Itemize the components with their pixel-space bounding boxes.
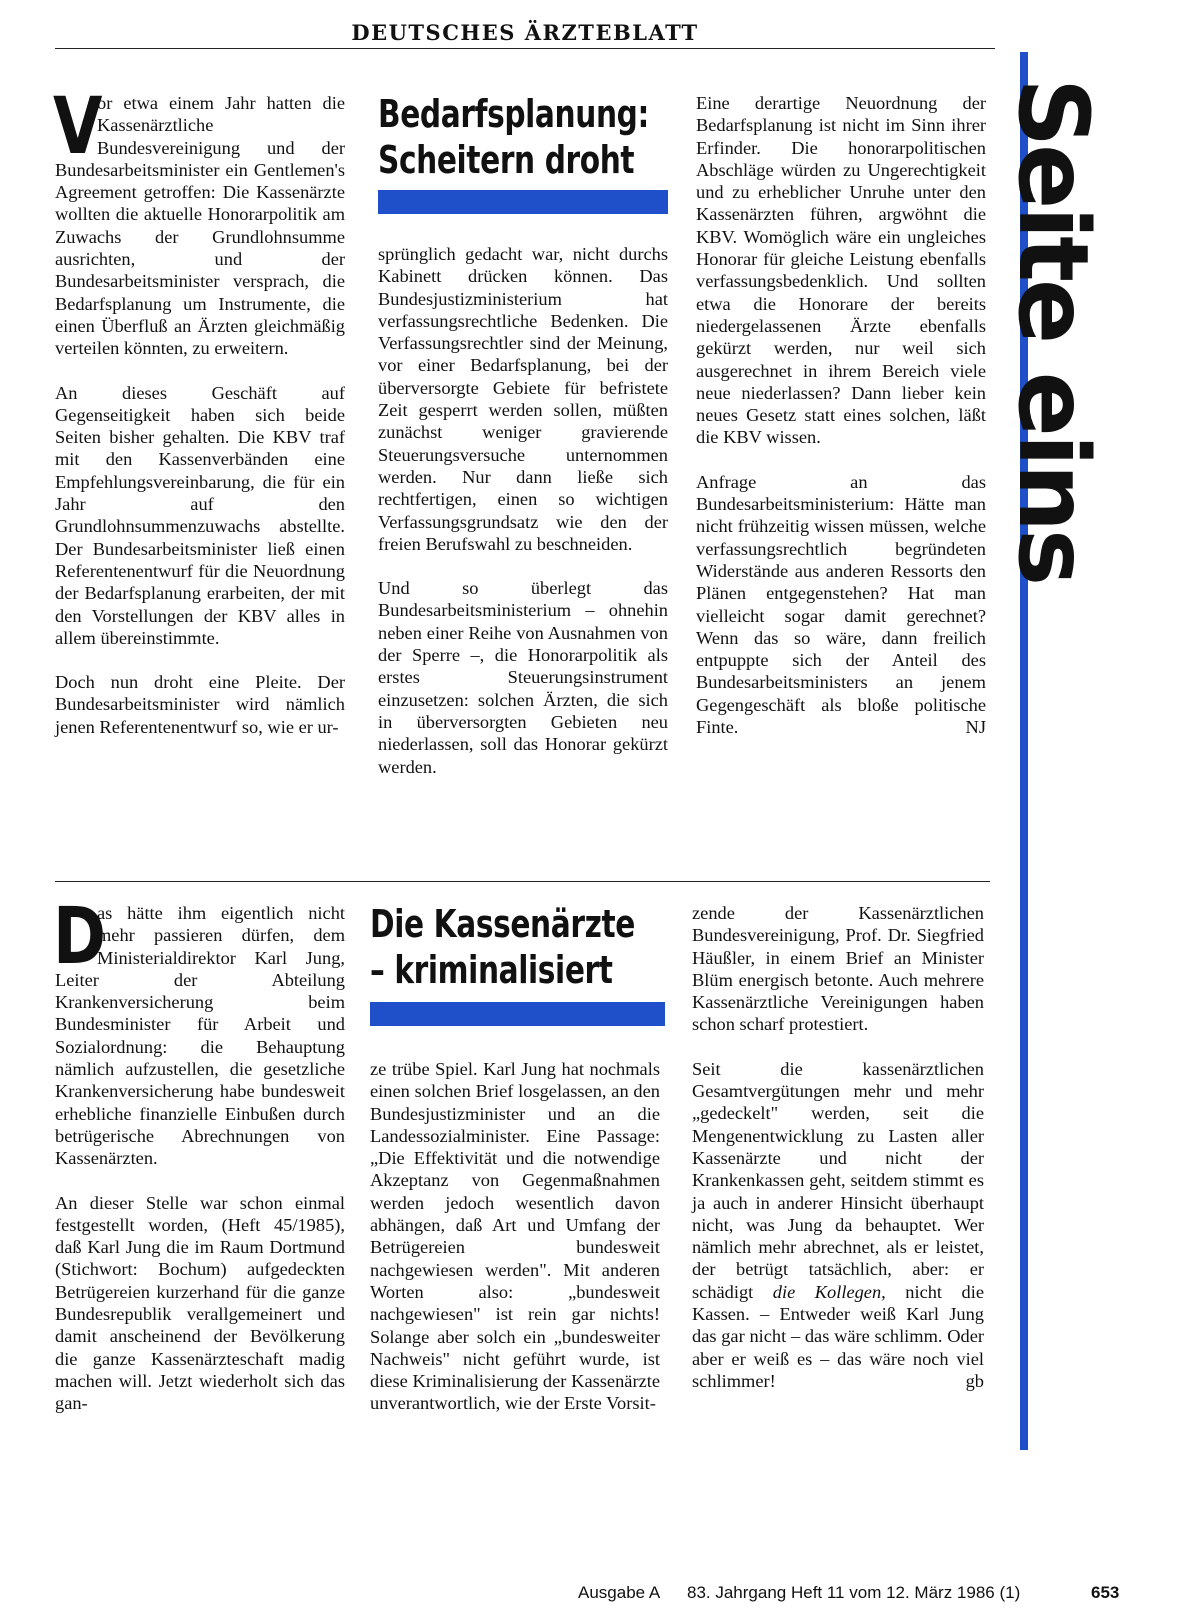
article2-col3-emphasis: die Kollegen,: [772, 1281, 886, 1302]
article2-col3-p2a: Seit die kassenärztlichen Gesamtvergütungen mehr und mehr „gedeckelt" werden, seit die Mengenentwicklung zu Lasten aller Kassenärzte und nicht der Krankenkassen geht, seitdem stimmt es ja auch in anderer Hinsicht überhaupt nicht, was Jung da behauptet. Wer nämlich mehr abrechnet, als er leistet, der betrügt tatsächlich, aber: er schädigt: [692, 1058, 984, 1302]
article1-column-1: [53, 82, 345, 738]
dropcap: D: [53, 892, 107, 982]
article1-col2-p1: sprünglich gedacht war, nicht durchs Kabinett drücken können. Das Bundesjustizministerium hat verfassungsrechtliche Bedenken. Die Verfassungsrechtler sind der Meinung, vor einer Bedarfsplanung, bei der überversorgte Gebiete für befristete Zeit gesperrt werden sollen, müßten zunächst weniger gravierende Steuerungsversuche unternommen werden. Nur dann ließe sich rechtfertigen, einen so wichtigen Verfassungsgrundsatz wie den der freien Berufswahl zu beschneiden.: [378, 244, 668, 554]
article2-col1-p1: as hätte ihm eigentlich nicht mehr passieren dürfen, dem Ministerialdirektor Karl Jung, Leiter der Abteilung Krankenversicherung beim Bundesminister für Arbeit und Sozialordnung: die Behauptung nämlich aufzustellen, die gesetzliche Krankenversicherung habe bundesweit erhebliche finanzielle Einbußen durch betrügerische Abrechnungen von Kassenärzten.: [55, 903, 345, 1169]
footer-issue: 83. Jahrgang Heft 11 vom 12. März 1986 (1): [687, 1583, 1021, 1602]
article1-col3-p1: Eine derartige Neuordnung der Bedarfsplanung ist nicht im Sinn ihrer Erfinder. Die honorarpolitischen Abschläge würden zu Ungerechtigkeit und zu erheblicher Unruhe unter den Kassenärzten führen, argwöhnt die KBV. Womöglich wäre ein ungleiches Honorar für gleiche Leistung ebenfalls verfassungsbedenklich. Und sollten etwa die Honorare der bereits niedergelassenen Ärzte ebenfalls gekürzt werden, nur weil sich ausgerechnet in ihrem Bereich viele neue niederlassen? Dann lieber kein neues Gesetz statt eines solchen, läßt die KBV wissen.: [696, 93, 986, 448]
article2-col2-p1: ze trübe Spiel. Karl Jung hat nochmals einen solchen Brief losgelassen, an den Bundesjustizminister und an die Landessozialminister. Eine Passage: „Die Effektivität und die notwendige Akzeptanz von Gegenmaßnahmen werden jedoch wesentlich davon abhängen, daß Art und Umfang der Betrügereien bundesweit nachgewiesen werden". Mit anderen Worten also: „bundesweit nachgewiesen" ist rein gar nichts! Solange aber solch ein „bundesweiter Nachweis" nicht geführt wurde, ist diese Kriminalisierung der Kassenärzte unverantwortlich, wie der Erste Vorsit-: [370, 1059, 660, 1414]
article2-col1-p2: An dieser Stelle war schon einmal festgestellt worden, (Heft 45/1985), daß Karl Jung die im Raum Dortmund (Stichwort: Bochum) aufgedeckten Betrügereien kurzerhand für die ganze Bundesrepublik verallgemeinert und damit anscheinend der Bevölkerung die ganze Kassenärzteschaft madig machen will. Jetzt wiederholt sich das gan-: [55, 1192, 345, 1414]
article1-col1-p1: or etwa einem Jahr hatten die Kassenärztliche Bundesvereinigung und der Bundesarbeitsminister ein Gentlemen's Agreement getroffen: Die Kassenärzte wollten die aktuelle Honorarpolitik am Zuwachs der Grundlohnsumme ausrichten, und der Bundesarbeitsminister versprach, die Bedarfsplanung um Instrumente, die einen Überfluß an Ärzten gleichmäßig verteilen könnten, zu erweitern.: [55, 93, 345, 359]
article2-column-3: [692, 902, 984, 1392]
article2-column-2: [370, 1058, 660, 1415]
article2-col3-p2b: nicht die Kassen. – Entweder weiß Karl Jung das gar nicht – das wäre schlimm. Oder aber er weiß es – das wäre noch viel schlimmer!: [692, 1281, 985, 1391]
masthead-rule: [55, 48, 995, 49]
article1-headline-line2: Scheitern droht: [378, 138, 635, 182]
article1-signature: NJ: [965, 717, 986, 738]
page-number: [1091, 1583, 1119, 1603]
article2-headline-line2: – kriminalisiert: [370, 948, 613, 992]
article1-col1-p2: An dieses Geschäft auf Gegenseitigkeit haben sich beide Seiten bisher gehalten. Die KBV traf mit den Kassenverbänden eine Empfehlungsvereinbarung, die für ein Jahr auf den Grundlohnsummenzuwachs abstellte. Der Bundesarbeitsminister ließ einen Referentenentwurf für die Neuordnung der Bedarfsplanung erarbeiten, der mit den Vorstellungen der KBV alles in allem übereinstimmte.: [55, 382, 345, 648]
article2-col3-p1: zende der Kassenärztlichen Bundesvereinigung, Prof. Dr. Siegfried Häußler, in einem Brief an Minister Blüm energisch betonte. Auch mehrere Kassenärztliche Vereinigungen haben schon scharf protestiert.: [692, 903, 984, 1035]
article1-col3-p2-text: Anfrage an das Bundesarbeitsministerium: Hätte man nicht frühzeitig wissen müssen, welche verfassungsrechtlich begründeten Widerstände aus anderen Ressorts den Plänen entgegenstehen? Hat man vielleicht sogar damit gerechnet? Wenn das so wäre, dann freilich entpuppte sich der Anteil des Bundesarbeitsministers an jenem Gegengeschäft als bloße politische Finte.: [696, 471, 986, 738]
article1-paragraph: [53, 82, 345, 360]
masthead: DEUTSCHES ÄRZTEBLATT: [351, 20, 699, 45]
article1-col2-p2: Und so überlegt das Bundesarbeitsministerium – ohnehin neben einer Reihe von Ausnahmen von der Sperre –, die Honorarpolitik als erstes Steuerungsinstrument einzusetzen: solchen Ärzten, die sich in überversorgten Gebieten neu niederlassen, soll das Honorar gekürzt werden.: [378, 578, 668, 777]
article2-col3-p2: [692, 1058, 984, 1392]
footer-edition: Ausgabe A: [578, 1583, 661, 1602]
article2-headline-line1: Die Kassenärzte: [370, 902, 635, 946]
article1-column-2: [378, 243, 668, 778]
article2-column-1: [53, 892, 345, 1415]
article2-headline-bar: [370, 1002, 665, 1026]
article1-column-3: [696, 92, 986, 738]
sidebar-title: Seite eins: [997, 78, 1109, 584]
article2-signature: gb: [965, 1370, 984, 1391]
article1-col3-p2: [696, 471, 986, 739]
dropcap: V: [53, 82, 103, 172]
page-number-text: 653: [1091, 1583, 1120, 1602]
article1-headline-bar: [378, 190, 668, 214]
article2-paragraph: [53, 892, 345, 1170]
article1-headline-line1: Bedarfsplanung:: [378, 92, 649, 136]
article-divider: [55, 881, 990, 882]
article1-col1-p3: Doch nun droht eine Pleite. Der Bundesarbeitsminister wird nämlich jenen Referentenentwurf so, wie er ur-: [55, 672, 345, 737]
